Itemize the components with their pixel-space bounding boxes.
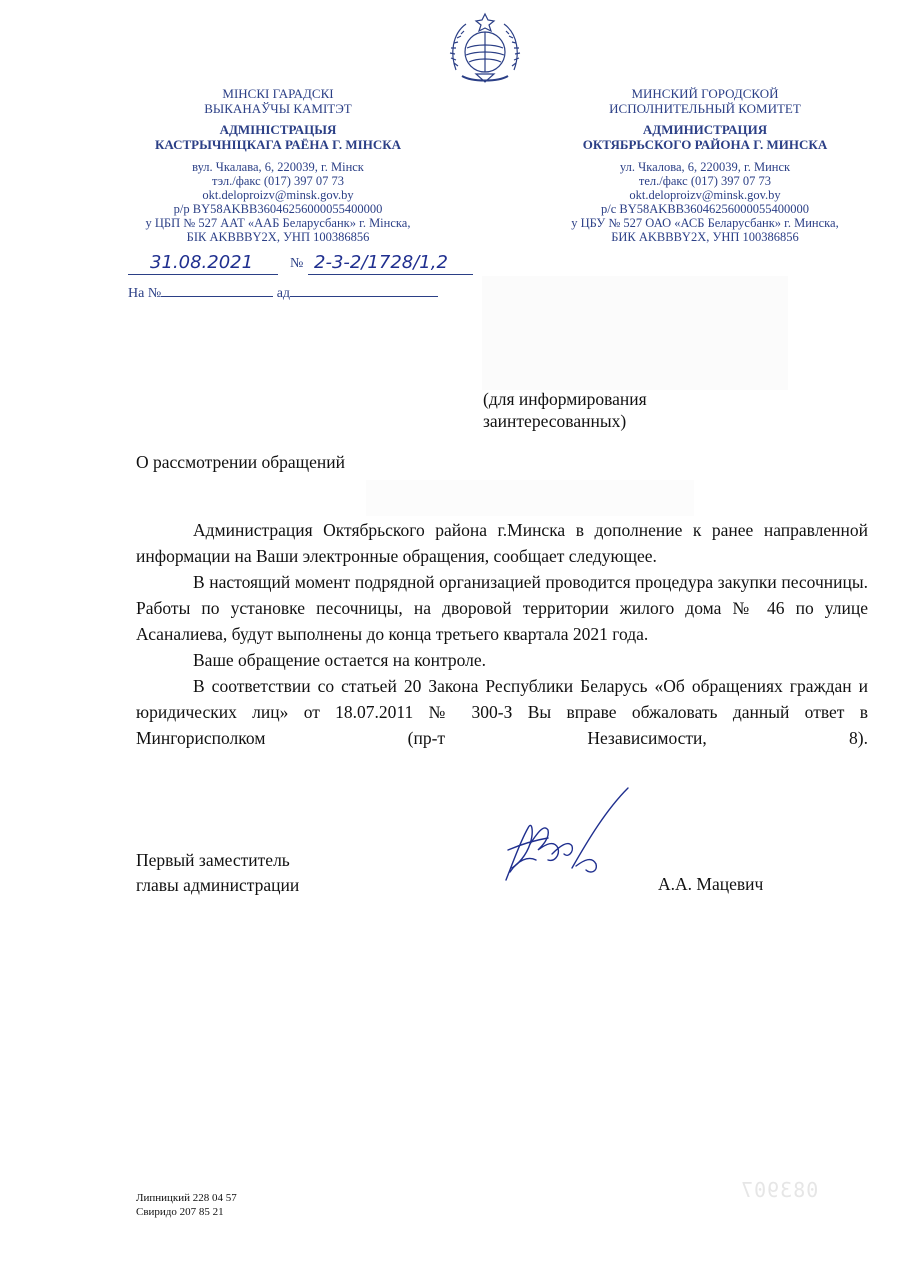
letterhead-belarusian [108, 86, 448, 244]
phone-line: тел./факс (017) 397 07 73 [638, 174, 772, 188]
registration-line [128, 252, 473, 278]
body-paragraph: Администрация Октябрьского района г.Минска в дополнение к ранее направленной информации на Ваши электронные обращения, сообщает следующее. [136, 520, 868, 566]
signatory-title-line: главы администрации [136, 875, 300, 895]
registration-number: 2-3-2/1728/1,2 [314, 252, 448, 273]
address-line: вул. Чкалава, 6, 220039, г. Мінск [192, 160, 364, 174]
org-name-line: МИНСКИЙ ГОРОДСКОЙ [631, 86, 779, 101]
body-paragraph: В соответствии со статьей 20 Закона Республики Беларусь «Об обращениях граждан и юридических лиц» от 18.07.2011 № 300-З Вы вправе обжаловать данный ответ в Мингорисполком (пр-т Независимости, 8). [136, 676, 868, 748]
stamp-number: 083907 [740, 1178, 819, 1202]
executor-line: Липницкий 228 04 57 [136, 1192, 237, 1204]
from-date-label: ад [276, 286, 291, 301]
administration-name-line: АДМІНІСТРАЦЫЯ [219, 122, 337, 137]
letter-subject: О рассмотрении обращений [136, 452, 346, 472]
bank-line: у ЦБУ № 527 ОАО «АСБ Беларусбанк» г. Минска, [571, 216, 839, 230]
signatory-title-line: Первый заместитель [136, 850, 290, 870]
on-number-label: На № [128, 286, 162, 301]
address-line: ул. Чкалова, 6, 220039, г. Минск [619, 160, 791, 174]
bic-line: БИК AKBBBY2X, УНП 100386856 [611, 230, 799, 244]
administration-name-line: КАСТРЫЧНІЦКАГА РАЁНА Г. МІНСКА [154, 137, 402, 152]
org-name-line: ИСПОЛНИТЕЛЬНЫЙ КОМИТЕТ [609, 101, 801, 116]
email-line: okt.deloproizv@minsk.gov.by [629, 188, 781, 202]
state-emblem-icon [446, 10, 524, 90]
reference-line [128, 286, 448, 302]
executor-line: Свиридо 207 85 21 [136, 1206, 224, 1218]
redacted-area [482, 276, 788, 390]
bank-line: у ЦБП № 527 ААТ «ААБ Беларусбанк» г. Мінска, [145, 216, 411, 230]
administration-name-line: ОКТЯБРЬСКОГО РАЙОНА Г. МИНСКА [582, 137, 828, 152]
addressee [483, 388, 647, 432]
org-name-line: МІНСКІ ГАРАДСКІ [222, 86, 334, 101]
org-name-line: ВЫКАНАЎЧЫ КАМІТЭТ [204, 101, 352, 116]
registration-date: 31.08.2021 [150, 252, 254, 273]
administration-name-line: АДМИНИСТРАЦИЯ [642, 122, 768, 137]
bic-line: БІК AKBBBY2X, УНП 100386856 [186, 230, 370, 244]
redacted-area [366, 480, 694, 516]
addressee-line: заинтересованных) [483, 411, 627, 431]
number-label: № [290, 256, 304, 271]
executor-footer [136, 1191, 237, 1219]
signatory-name: А.А. Мацевич [658, 874, 764, 894]
account-line: р/р BY58AKBB36046256000055400000 [173, 202, 383, 216]
handwritten-signature [488, 780, 638, 895]
body-paragraph: Ваше обращение остается на контроле. [193, 650, 486, 670]
letter-body [136, 517, 868, 751]
body-paragraph: В настоящий момент подрядной организацией проводится процедура закупки песочницы. Работы по установке песочницы, на дворовой территории жилого дома № 46 по улице Асаналиева, будут выполнены до конца третьего квартала 2021 года. [136, 572, 868, 644]
phone-line: тэл./факс (017) 397 07 73 [211, 174, 345, 188]
letterhead-russian [535, 86, 875, 244]
signatory-title [136, 848, 299, 898]
account-line: р/с BY58AKBB36046256000055400000 [601, 202, 809, 216]
addressee-line: (для информирования [483, 389, 647, 409]
email-line: okt.deloproizv@minsk.gov.by [202, 188, 354, 202]
